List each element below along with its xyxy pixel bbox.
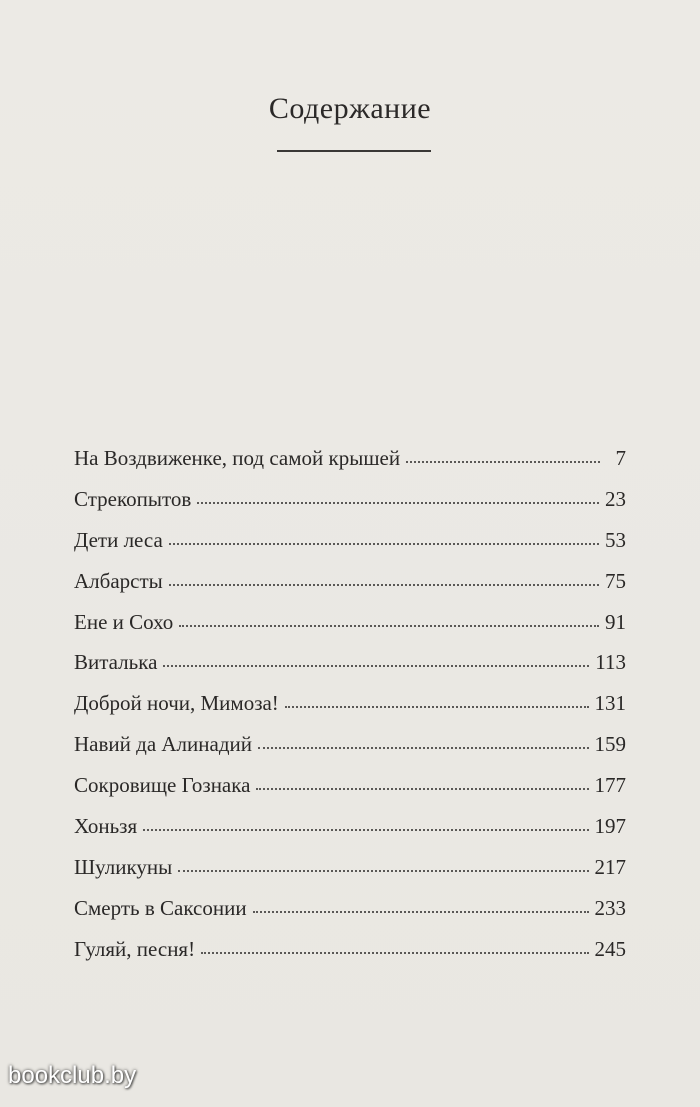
toc-entry-page: 131 bbox=[594, 691, 626, 716]
toc-entry-page: 159 bbox=[594, 732, 626, 757]
toc-entry bbox=[74, 814, 626, 855]
dot-leader bbox=[406, 460, 600, 463]
dot-leader bbox=[169, 583, 599, 586]
toc-entry-page: 7 bbox=[615, 446, 626, 470]
dot-leader bbox=[197, 501, 599, 504]
toc-entry-title: Доброй ночи, Мимоза! bbox=[74, 691, 279, 716]
toc-entry-title: Шуликуны bbox=[74, 854, 173, 879]
title-underline bbox=[277, 150, 431, 152]
toc-entry-page: 197 bbox=[594, 814, 626, 839]
dot-leader bbox=[258, 746, 589, 749]
toc-entry bbox=[74, 487, 626, 528]
toc-entry-title: Смерть в Саксонии bbox=[74, 895, 247, 920]
toc-entry bbox=[74, 937, 626, 978]
toc-entry bbox=[74, 528, 626, 569]
toc-entry-page: 23 bbox=[605, 486, 626, 511]
site-watermark: bookclub.by bbox=[8, 1062, 137, 1089]
dot-leader bbox=[256, 787, 588, 790]
dot-leader bbox=[253, 910, 589, 913]
toc-entry-title: Ене и Сохо bbox=[74, 609, 174, 634]
toc-entry-title: Дети леса bbox=[74, 527, 163, 552]
toc-entry bbox=[74, 855, 626, 896]
toc-entry-page: 177 bbox=[594, 773, 626, 798]
toc-entry-title: Хоньзя bbox=[74, 814, 138, 839]
dot-leader bbox=[143, 828, 588, 831]
dot-leader bbox=[178, 869, 588, 872]
toc-entry-page: 217 bbox=[594, 854, 626, 879]
dot-leader bbox=[179, 624, 599, 627]
toc-entry-title: На Воздвиженке, под самой крышей bbox=[74, 446, 401, 470]
dot-leader bbox=[201, 951, 588, 954]
toc-entry-page: 75 bbox=[605, 568, 626, 593]
toc-entry-page: 53 bbox=[605, 527, 626, 552]
toc-entry bbox=[74, 773, 626, 814]
toc-entry bbox=[74, 732, 626, 773]
toc-entry bbox=[74, 896, 626, 937]
toc-entry-title: Гуляй, песня! bbox=[74, 936, 196, 961]
toc-entry bbox=[74, 569, 626, 610]
toc-entry bbox=[74, 691, 626, 732]
toc-entry bbox=[74, 446, 626, 487]
toc-entry-title: Албарсты bbox=[74, 568, 163, 593]
toc-entry-page: 233 bbox=[594, 895, 626, 920]
toc-entry-title: Виталька bbox=[74, 650, 158, 675]
toc-entry-page: 91 bbox=[605, 609, 626, 634]
table-of-contents bbox=[74, 446, 626, 978]
toc-entry bbox=[74, 610, 626, 651]
dot-leader bbox=[285, 705, 589, 708]
toc-entry-title: Сокровище Гознака bbox=[74, 773, 251, 798]
toc-entry-page: 113 bbox=[595, 650, 626, 675]
dot-leader bbox=[163, 664, 589, 667]
dot-leader bbox=[169, 542, 599, 545]
toc-entry-title: Навий да Алинадий bbox=[74, 732, 252, 757]
toc-entry-page: 245 bbox=[594, 936, 626, 961]
page-title: Содержание bbox=[268, 92, 432, 125]
toc-entry-title: Стрекопытов bbox=[74, 486, 192, 511]
toc-entry bbox=[74, 650, 626, 691]
